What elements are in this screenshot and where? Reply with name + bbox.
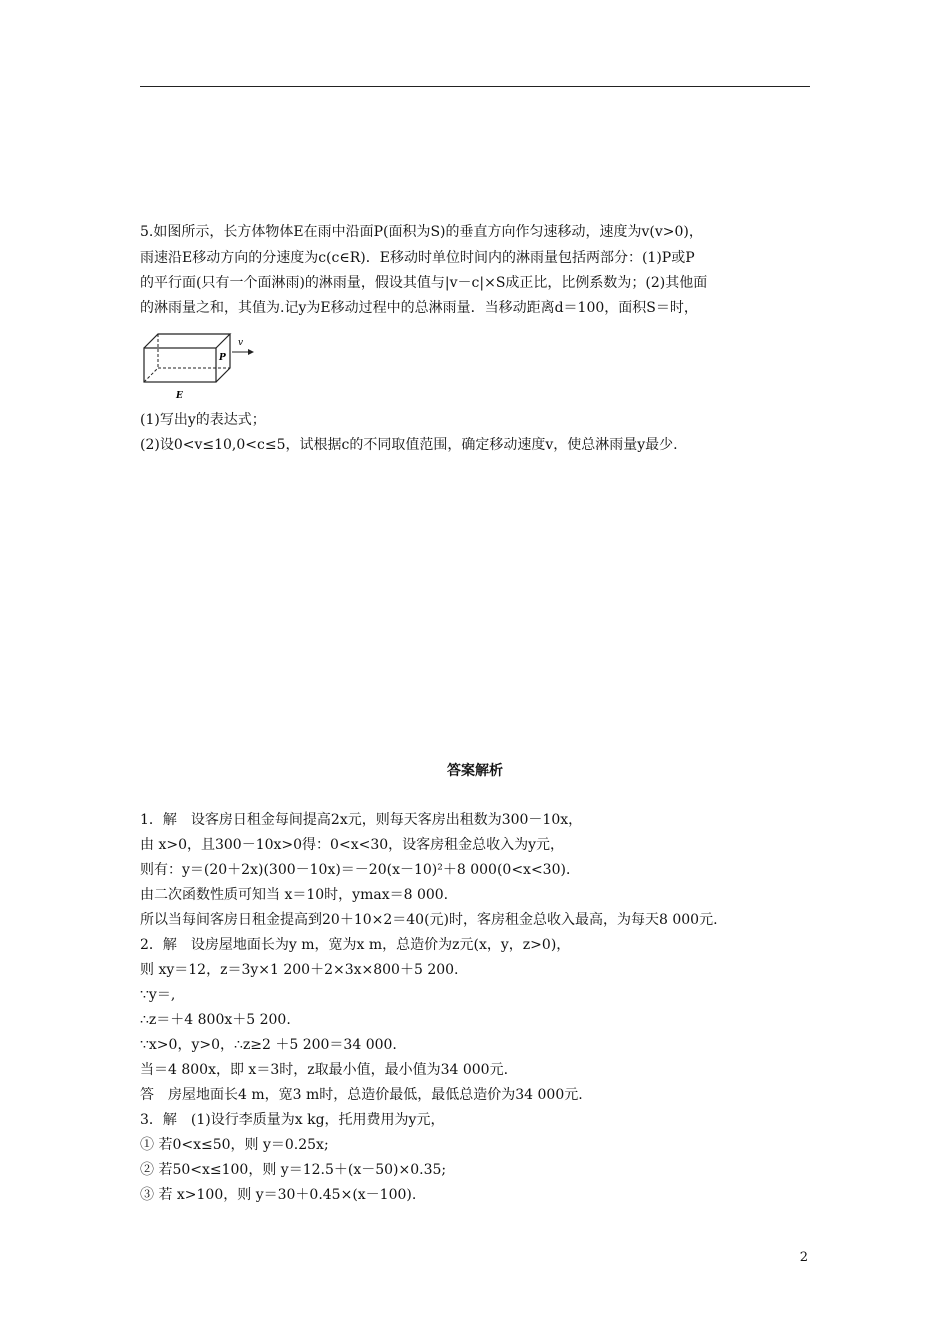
problem-line-3: 的平行面(只有一个面淋雨)的淋雨量，假设其值与|v－c|×S成正比，比例系数为；(2)其他面: [140, 275, 708, 291]
answer-line: 则有：y＝(20＋2x)(300－10x)＝－20(x－10)²＋8 000(0<x<30)．: [140, 862, 580, 878]
problem-line-2: 雨速沿E移动方向的分速度为c(c∈R)．E移动时单位时间内的淋雨量包括两部分：(1)P或P: [140, 250, 695, 266]
answer-line: ① 若0<x≤50，则 y＝0.25x;: [140, 1137, 329, 1153]
answer-line: 所以当每间客房日租金提高到20＋10×2＝40(元)时，客房租金总收入最高，为每天8 000元.: [140, 912, 718, 928]
answer-line: 3．解 (1)设行李质量为x kg，托用费用为y元，: [140, 1112, 445, 1128]
cuboid-figure: [140, 330, 260, 402]
answer-line: ② 若50<x≤100，则 y＝12.5＋(x－50)×0.35;: [140, 1162, 447, 1178]
answer-line: 当＝4 800x，即 x＝3时，z取最小值，最小值为34 000元.: [140, 1062, 509, 1078]
answer-line: 1．解 设客房日租金每间提高2x元，则每天客房出租数为300－10x，: [140, 812, 583, 828]
answer-line: ③ 若 x>100，则 y＝30＋0.45×(x－100).: [140, 1187, 417, 1203]
answer-line: 由二次函数性质可知当 x＝10时，ymax＝8 000.: [140, 887, 449, 903]
header-rule: [140, 86, 810, 87]
answer-line: 由 x>0，且300－10x>0得：0<x<30，设客房租金总收入为y元，: [140, 837, 565, 853]
cuboid-front-face: [144, 348, 216, 382]
label-p: P: [219, 353, 226, 363]
question-2: (2)设0<v≤10,0<c≤5，试根据c的不同取值范围，确定移动速度v，使总淋雨量y最少.: [140, 437, 678, 453]
page-number: 2: [799, 1250, 808, 1265]
answer-line: ∵x>0，y>0，∴z≥2 ＋5 200＝34 000.: [140, 1037, 397, 1053]
answer-line: ∴z＝＋4 800x＋5 200.: [140, 1012, 291, 1028]
problem-line-4: 的淋雨量之和，其值为.记y为E移动过程中的总淋雨量．当移动距离d＝100，面积S＝时，: [140, 300, 698, 316]
question-1: (1)写出y的表达式；: [140, 412, 266, 428]
answer-line: 则 xy＝12，z＝3y×1 200＋2×3x×800＋5 200.: [140, 962, 459, 978]
answer-line: 答 房屋地面长4 m，宽3 m时，总造价最低，最低总造价为34 000元.: [140, 1087, 583, 1103]
label-e: E: [176, 391, 183, 401]
hidden-edge-3: [144, 368, 158, 382]
label-v: v: [238, 338, 244, 348]
cuboid-top-face: [144, 334, 230, 348]
problem-line-1: 5.如图所示，长方体物体E在雨中沿面P(面积为S)的垂直方向作匀速移动，速度为v(v>0)，: [140, 224, 703, 240]
answers-heading: 答案解析: [447, 763, 503, 779]
arrow-head: [248, 349, 254, 355]
answer-line: 2．解 设房屋地面长为y m，宽为x m，总造价为z元(x，y，z>0)，: [140, 937, 571, 953]
answer-line: ∵y＝,: [140, 987, 176, 1003]
